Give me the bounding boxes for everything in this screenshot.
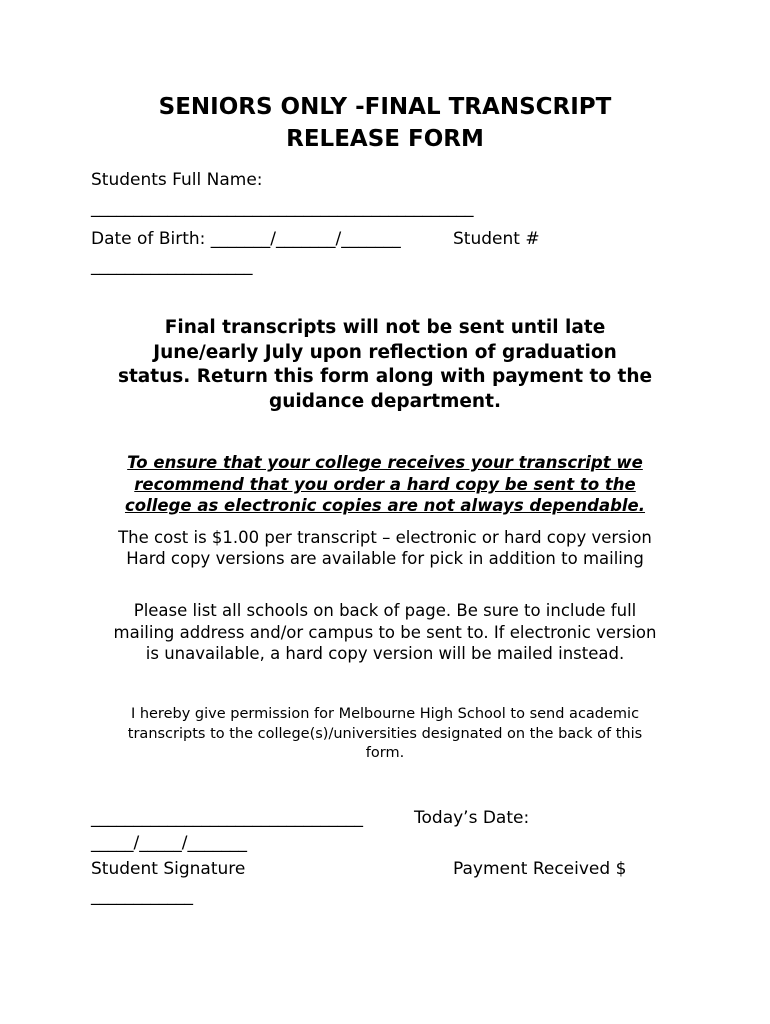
schools-line-1: Please list all schools on back of page. Be sure to include full [133, 601, 637, 620]
notice-line-2: June/early July upon reflection of graduation [153, 342, 617, 363]
notice-line-3: status. Return this form along with payment to the [117, 366, 653, 387]
student-number-label: Student # [453, 229, 540, 249]
recommend-line-3: college as electronic copies are not always dependable. [124, 496, 646, 515]
signature-blank: ________________________________ [91, 808, 363, 828]
date-of-birth-field: Date of Birth: _______/_______/_______ [91, 229, 401, 249]
student-number-blank: ___________________ [91, 256, 253, 276]
permission-line-2: transcripts to the college(s)/universities designated on the back of this [127, 726, 643, 742]
full-name-label: Students Full Name: [91, 170, 263, 190]
recommend-line-1: To ensure that your college receives your transcript we [127, 453, 643, 472]
schools-line-3: is unavailable, a hard copy version will be mailed instead. [145, 644, 625, 663]
recommend-line-2: recommend that you order a hard copy be sent to the [134, 475, 636, 494]
permission-line-3: form. [365, 745, 405, 761]
payment-received-blank: ____________ [91, 886, 193, 906]
schools-line-2: mailing address and/or campus to be sent to. If electronic version [113, 623, 657, 642]
notice-line-4: guidance department. [269, 391, 501, 412]
student-signature-label: Student Signature [91, 859, 246, 879]
todays-date-blank: _____/_____/_______ [91, 833, 247, 853]
full-name-blank: _____________________________________________ [91, 198, 474, 218]
form-title-line-1: SENIORS ONLY -FINAL TRANSCRIPT [158, 94, 612, 120]
payment-received-label: Payment Received $ [453, 859, 627, 879]
permission-line-1: I hereby give permission for Melbourne High School to send academic [130, 706, 640, 722]
notice-line-1: Final transcripts will not be sent until late [164, 317, 606, 338]
form-title-line-2: RELEASE FORM [286, 126, 484, 152]
cost-line-2: Hard copy versions are available for pick in addition to mailing [126, 549, 644, 568]
todays-date-label: Today’s Date: [414, 808, 530, 828]
cost-line-1: The cost is $1.00 per transcript – electronic or hard copy version [118, 528, 652, 547]
